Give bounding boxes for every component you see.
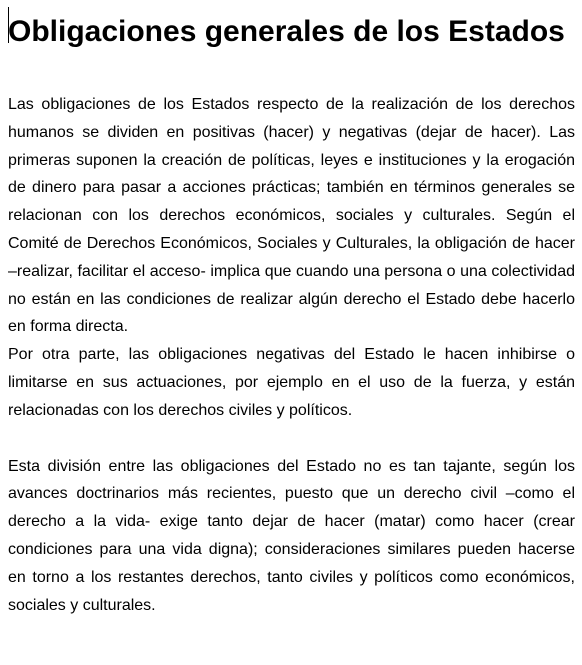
paragraph-positive-obligations: Las obligaciones de los Estados respecto de la realización de los derechos humanos se dividen en positivas (hacer) y negativas (dejar de hacer). Las primeras suponen la creación de políticas, leyes e instituciones y la erogación de dinero para pasar a acciones prácticas; también en términos generales se relacionan con los derechos económicos, sociales y culturales. Según el Comité de Derechos Económicos, Sociales y Culturales, la obligación de hacer –realizar, facilitar el acceso- implica que cuando una persona o una colectividad no están en las condiciones de realizar algún derecho el Estado debe hacerlo en forma directa. (8, 96, 575, 336)
paragraph-negative-obligations: Por otra parte, las obligaciones negativas del Estado le hacen inhibirse o limitarse en sus actuaciones, por ejemplo en el uso de la fuerza, y están relacionadas con los derechos civiles y políticos. (8, 346, 575, 419)
document-body[interactable] (8, 0, 575, 619)
document-title: Obligaciones generales de los Estados (8, 15, 565, 48)
paragraph-division: Esta división entre las obligaciones del Estado no es tan tajante, según los avances doctrinarios más recientes, puesto que un derecho civil –como el derecho a la vida- exige tanto dejar de hacer (matar) como hacer (crear condiciones para una vida digna); consideraciones similares pueden hacerse en torno a los restantes derechos, tanto civiles y políticos como económicos, sociales y culturales. (8, 457, 575, 614)
